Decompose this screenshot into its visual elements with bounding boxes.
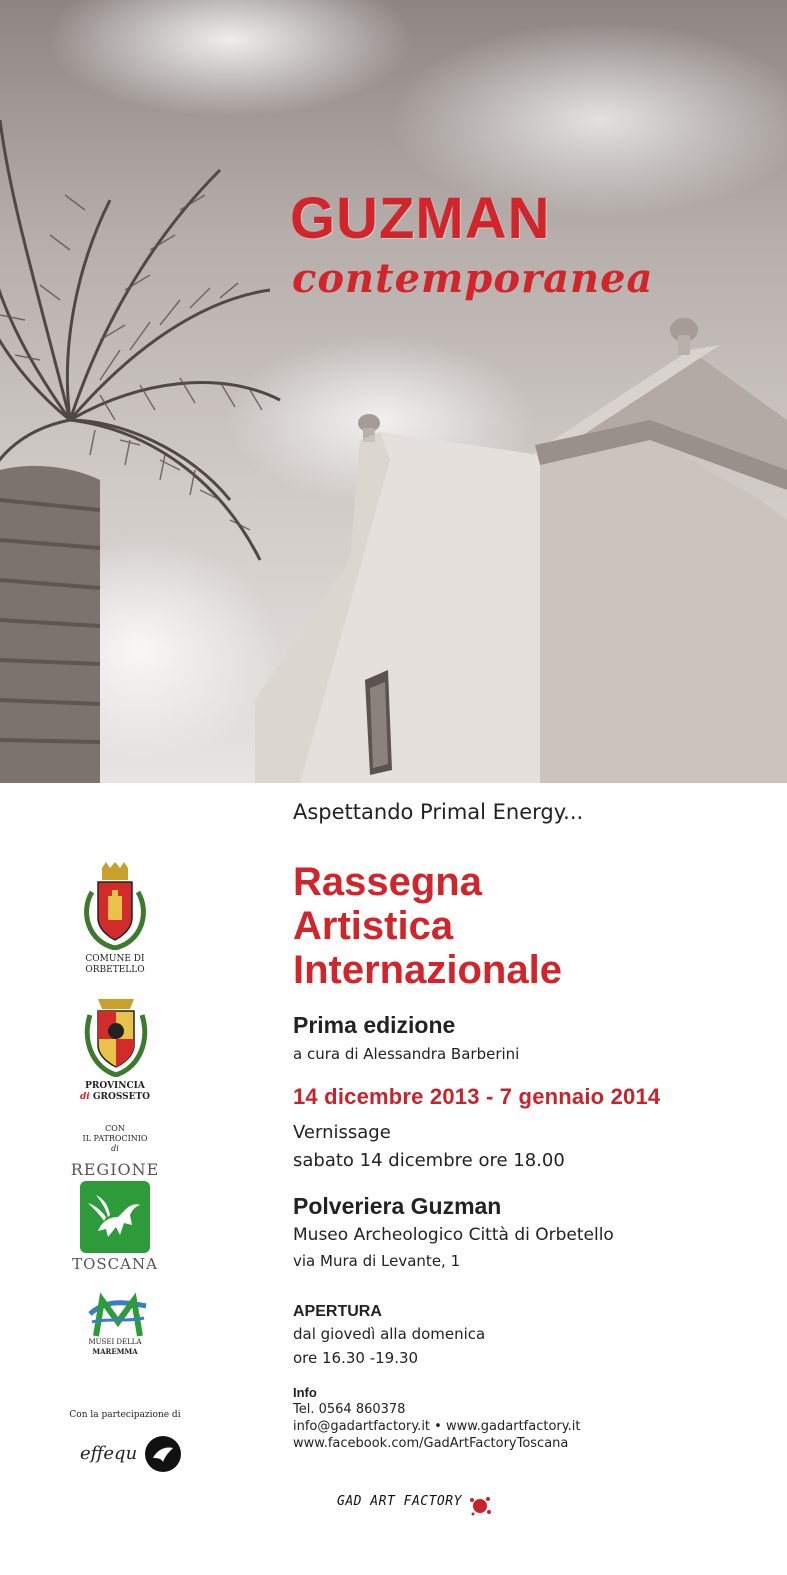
curator-text: a cura di Alessandra Barberini [293,1045,520,1063]
musei-maremma-icon [88,1292,148,1340]
teaser-text: Aspettando Primal Energy... [293,800,584,824]
building-palm-illustration [0,0,787,783]
comune-line-2: ORBETELLO [85,965,145,975]
gad-splash-icon [468,1494,492,1518]
venue-name: Polveriera Guzman [293,1193,502,1219]
event-dates: 14 dicembre 2013 - 7 gennaio 2014 [293,1084,661,1109]
patrocinio-line-1: CON [105,1124,125,1133]
provincia-line-2 [60,1092,170,1103]
opening-hours: ore 16.30 -19.30 [293,1349,419,1367]
vernissage-time: sabato 14 dicembre ore 18.00 [293,1150,565,1171]
partecipazione-caption: Con la partecipazione di [69,1410,181,1420]
event-title-line-3: Internazionale [293,948,562,992]
regione-pegasus-icon [80,1181,150,1253]
venue-museum: Museo Archeologico Città di Orbetello [293,1225,614,1245]
comune-line-1: COMUNE DI [85,954,145,964]
provincia-name: GROSSETO [92,1092,151,1102]
info-facebook: www.facebook.com/GadArtFactoryToscana [293,1436,569,1451]
comune-caption [60,954,170,976]
patrocinio-line-3: di [111,1144,119,1153]
comune-crest-icon [80,862,150,950]
event-title [293,860,562,992]
info-heading: Info [293,1385,317,1400]
venue-address: via Mura di Levante, 1 [293,1252,461,1270]
logo-subtitle: contemporanea [292,255,654,302]
patrocinio-caption [60,1124,170,1154]
patrocinio-line-2: IL PATROCINIO [82,1134,148,1143]
event-title-line-1: Rassegna [293,860,482,904]
hero-photo [0,0,787,783]
effequ-text: effequ [80,1443,138,1464]
provincia-crest-icon [82,995,150,1077]
regione-bottom-text: TOSCANA [72,1255,158,1273]
opening-heading: APERTURA [293,1303,382,1320]
edition-text: Prima edizione [293,1012,456,1038]
event-title-line-2: Artistica [293,904,454,948]
musei-line-1: MUSEI DELLA [88,1338,142,1346]
musei-line-2: MAREMMA [92,1347,138,1356]
gad-art-factory-text: GAD ART FACTORY [337,1494,462,1509]
info-email-web: info@gadartfactory.it • www.gadartfactory.it [293,1419,581,1434]
provincia-di: di [79,1092,90,1102]
vernissage-label: Vernissage [293,1122,391,1143]
effequ-logo-icon [143,1434,183,1474]
musei-caption [60,1338,170,1356]
provincia-line-1: PROVINCIA [85,1081,145,1091]
opening-days: dal giovedì alla domenica [293,1325,486,1343]
info-phone: Tel. 0564 860378 [293,1402,406,1417]
regione-top-text: REGIONE [70,1160,160,1179]
provincia-caption [60,1081,170,1103]
logo-title: GUZMAN [290,186,551,251]
